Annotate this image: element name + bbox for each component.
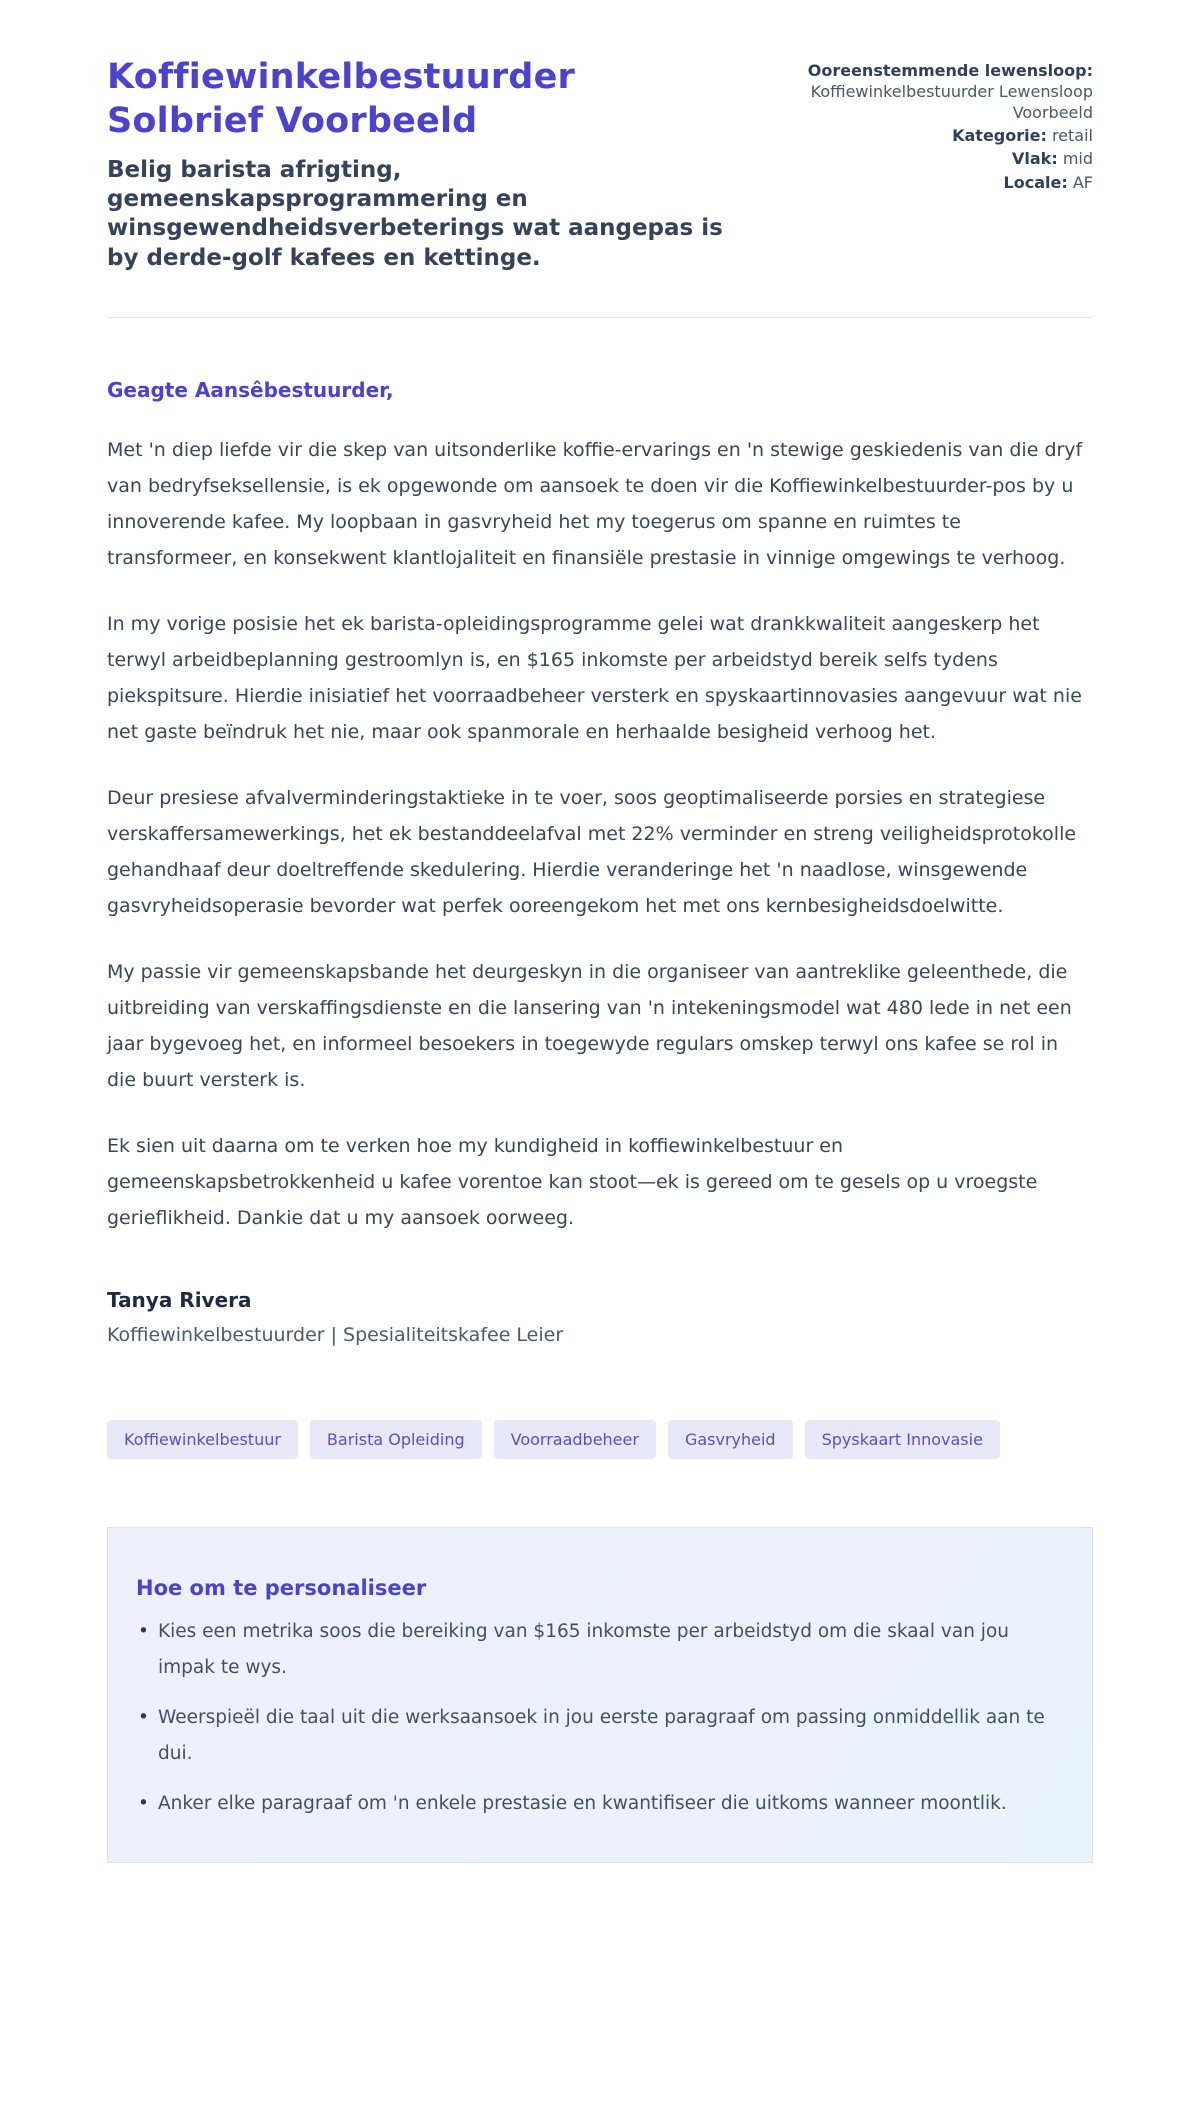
- skill-tag: Voorraadbeheer: [494, 1420, 656, 1459]
- header-title-block: [107, 56, 727, 273]
- meta-resume-label: Ooreenstemmende lewensloop:: [807, 61, 1093, 80]
- skill-tag: Spyskaart Innovasie: [805, 1420, 1000, 1459]
- skill-tags: [107, 1420, 1093, 1459]
- letter-paragraph: Deur presiese afvalverminderingstaktieke in te voer, soos geoptimaliseerde porsies en strategiese verskaffersamewerkings, het ek bestanddeelafval met 22% verminder en streng veiligheidsprotokolle gehandhaaf deur doeltreffende skedulering. Hierdie veranderinge het 'n naadlose, winsgewende gasvryheidsoperasie bevorder wat perfek ooreengekom het met ons kernbesigheidsdoelwitte.: [107, 787, 1077, 918]
- meta-locale-value: AF: [1072, 172, 1093, 192]
- meta-resume-value: Koffiewinkelbestuurder Lewensloop Voorbeeld: [810, 82, 1093, 123]
- meta-level-label: Vlak:: [1012, 149, 1058, 169]
- tip-item: • Kies een metrika soos die bereiking van $165 inkomste per arbeidstyd om die skaal van jou impak te wys.: [136, 1614, 1062, 1686]
- signature-role: Koffiewinkelbestuurder | Spesialiteitskafee Leier: [107, 1324, 564, 1347]
- tip-item: • Anker elke paragraaf om 'n enkele prestasie en kwantifiseer die uitkoms wanneer moontlik.: [136, 1786, 1062, 1822]
- meta-category-value: retail: [1051, 126, 1093, 146]
- tip-item: • Weerspieël die taal uit die werksaansoek in jou eerste paragraaf om passing onmiddellik aan te dui.: [136, 1700, 1062, 1772]
- letter-paragraph: In my vorige posisie het ek barista-opleidingsprogramme gelei wat drankkwaliteit aangeskerp het terwyl arbeidbeplanning gestroomlyn is, en $165 inkomste per arbeidstyd bereik selfs tydens piekspitsure. Hierdie inisiatief het voorraadbeheer versterk en spyskaartinnovasies aangevuur wat nie net gaste beïndruk het nie, maar ook spanmorale en herhaalde besigheid verhoog het.: [107, 613, 1082, 744]
- letter-paragraph: My passie vir gemeenskapsbande het deurgeskyn in die organiseer van aantreklike geleenthede, die uitbreiding van verskaffingsdienste en die lansering van 'n intekeningsmodel wat 480 lede in net een jaar bygevoeg het, en informeel besoekers in toegewyde regulars omskep terwyl ons kafee se rol in die buurt versterk is.: [107, 961, 1072, 1092]
- meta-locale-label: Locale:: [1003, 172, 1068, 192]
- signature-block: [107, 1288, 1093, 1346]
- skill-tag: Barista Opleiding: [310, 1420, 482, 1459]
- signature-name: Tanya Rivera: [107, 1288, 252, 1313]
- tips-title: Hoe om te personaliseer: [136, 1576, 427, 1601]
- meta-category-label: Kategorie:: [952, 126, 1047, 146]
- personalization-tips-box: [107, 1527, 1093, 1863]
- header-meta: [763, 56, 1093, 195]
- meta-level: [763, 148, 1093, 169]
- page-header: [107, 56, 1093, 273]
- letter-greeting: Geagte Aansêbestuurder,: [107, 378, 394, 403]
- page-title: Koffiewinkelbestuurder Solbrief Voorbeeld: [107, 57, 575, 141]
- tips-list: [136, 1614, 1062, 1822]
- cover-letter-page: [107, 0, 1093, 1863]
- page-subtitle: Belig barista afrigting, gemeenskapsprogrammering en winsgewendheidsverbeterings wat aangepas is by derde-golf kafees en kettinge.: [107, 156, 723, 271]
- meta-locale: [763, 172, 1093, 193]
- skill-tag: Koffiewinkelbestuur: [107, 1420, 298, 1459]
- meta-category: [763, 125, 1093, 146]
- meta-level-value: mid: [1062, 149, 1093, 169]
- meta-matching-resume: [763, 60, 1093, 123]
- letter-paragraph: Ek sien uit daarna om te verken hoe my kundigheid in koffiewinkelbestuur en gemeenskapsbetrokkenheid u kafee vorentoe kan stoot—ek is gereed om te gesels op u vroegste gerieflikheid. Dankie dat u my aansoek oorweeg.: [107, 1135, 1038, 1230]
- letter-paragraph: Met 'n diep liefde vir die skep van uitsonderlike koffie-ervarings en 'n stewige geskiedenis van die dryf van bedryfseksellensie, is ek opgewonde om aansoek te doen vir die Koffiewinkelbestuurder-pos by u innoverende kafee. My loopbaan in gasvryheid het my toegerus om spanne en ruimtes te transformeer, en konsekwent klantlojaliteit en finansiële prestasie in vinnige omgewings te verhoog.: [107, 439, 1083, 570]
- letter-body: [107, 378, 1093, 1236]
- header-divider: [107, 317, 1093, 318]
- skill-tag: Gasvryheid: [668, 1420, 793, 1459]
